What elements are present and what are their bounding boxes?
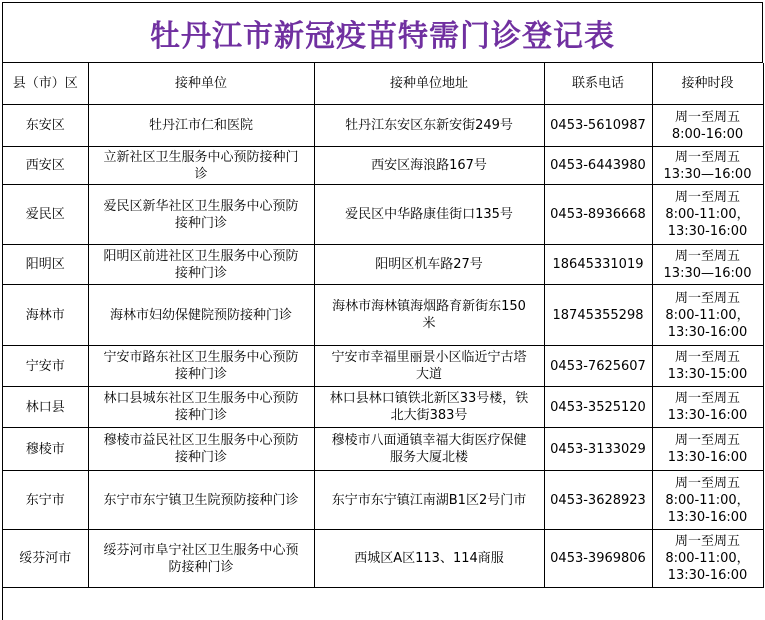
- time-line: 周一至周五: [674, 475, 740, 491]
- table-row: [3, 471, 763, 530]
- time-line: 周一至周五: [674, 190, 740, 205]
- district-cell: 宁安市: [3, 346, 88, 387]
- table-row: [3, 285, 763, 346]
- time-cell: [652, 387, 763, 428]
- registration-sheet: [2, 2, 763, 620]
- district-cell: 穆棱市: [3, 428, 88, 471]
- time-cell: [652, 185, 763, 245]
- time-line: 13:30—16:00: [663, 166, 752, 182]
- time-line: 8:00-11:00，: [665, 492, 750, 508]
- phone-cell: 0453-8936668: [544, 185, 652, 245]
- header-time: 接种时段: [652, 63, 763, 105]
- address-cell: 爱民区中华路康佳街口135号: [314, 185, 544, 245]
- sheet-title: 牡丹江市新冠疫苗特需门诊登记表: [3, 3, 763, 63]
- time-line: 8:00-11:00，: [665, 207, 750, 222]
- unit-cell: 阳明区前进社区卫生服务中心预防接种门诊: [88, 245, 314, 285]
- phone-cell: 0453-6443980: [544, 147, 652, 185]
- phone-cell: 0453-5610987: [544, 105, 652, 147]
- table-row: [3, 346, 763, 387]
- time-cell: [652, 285, 763, 346]
- district-cell: 东宁市: [3, 471, 88, 530]
- address-cell: 东宁市东宁镇江南湖B1区2号门市: [314, 471, 544, 530]
- time-line: 13:30—16:00: [663, 265, 752, 281]
- time-line: 8:00-11:00，: [665, 551, 750, 566]
- phone-cell: 18645331019: [544, 245, 652, 285]
- time-line: 13:30-16:00: [667, 324, 748, 340]
- unit-cell: 立新社区卫生服务中心预防接种门诊: [88, 147, 314, 185]
- time-cell: [652, 428, 763, 471]
- time-line: 周一至周五: [674, 149, 740, 165]
- header-unit: 接种单位: [88, 63, 314, 105]
- time-line: 13:30-16:00: [667, 408, 748, 423]
- district-cell: 西安区: [3, 147, 88, 185]
- table-row: [3, 387, 763, 428]
- phone-cell: 18745355298: [544, 285, 652, 346]
- address-cell: 西安区海浪路167号: [314, 147, 544, 185]
- table-row: [3, 245, 763, 285]
- time-line: 13:30-16:00: [667, 568, 748, 583]
- time-cell: [652, 147, 763, 185]
- address-cell: 穆棱市八面通镇幸福大街医疗保健服务大厦北楼: [314, 428, 544, 471]
- unit-cell: 东宁市东宁镇卫生院预防接种门诊: [88, 471, 314, 530]
- unit-cell: 绥芬河市阜宁社区卫生服务中心预防接种门诊: [88, 530, 314, 588]
- time-cell: [652, 471, 763, 530]
- time-line: 周一至周五: [674, 109, 740, 125]
- district-cell: 东安区: [3, 105, 88, 147]
- time-line: 周一至周五: [674, 290, 740, 306]
- phone-cell: 0453-3525120: [544, 387, 652, 428]
- time-line: 周一至周五: [674, 534, 740, 549]
- time-cell: [652, 245, 763, 285]
- address-cell: 海林市海林镇海烟路育新街东150米: [314, 285, 544, 346]
- header-district: 县（市）区: [3, 63, 88, 105]
- table-row: [3, 105, 763, 147]
- phone-cell: 0453-3969806: [544, 530, 652, 588]
- time-line: 13:30-16:00: [667, 450, 748, 465]
- header-address: 接种单位地址: [314, 63, 544, 105]
- table-row: [3, 428, 763, 471]
- unit-cell: 爱民区新华社区卫生服务中心预防接种门诊: [88, 185, 314, 245]
- time-line: 周一至周五: [674, 248, 740, 264]
- district-cell: 林口县: [3, 387, 88, 428]
- time-line: 8:00-16:00: [671, 126, 744, 142]
- table-row: [3, 530, 763, 588]
- time-line: 周一至周五: [674, 391, 740, 406]
- time-line: 8:00-11:00，: [665, 307, 750, 323]
- phone-cell: 0453-3133029: [544, 428, 652, 471]
- time-cell: [652, 346, 763, 387]
- district-cell: 绥芬河市: [3, 530, 88, 588]
- table-header-row: [3, 63, 763, 105]
- address-cell: 阳明区机车路27号: [314, 245, 544, 285]
- phone-cell: 0453-3628923: [544, 471, 652, 530]
- district-cell: 爱民区: [3, 185, 88, 245]
- time-line: 13:30-15:00: [667, 367, 748, 382]
- address-cell: 西城区A区113、114商服: [314, 530, 544, 588]
- address-cell: 林口县林口镇铁北新区33号楼，铁北大街383号: [314, 387, 544, 428]
- clinic-table: [3, 63, 764, 588]
- unit-cell: 宁安市路东社区卫生服务中心预防接种门诊: [88, 346, 314, 387]
- table-row: [3, 185, 763, 245]
- address-cell: 牡丹江东安区东新安街249号: [314, 105, 544, 147]
- unit-cell: 林口县城东社区卫生服务中心预防接种门诊: [88, 387, 314, 428]
- unit-cell: 海林市妇幼保健院预防接种门诊: [88, 285, 314, 346]
- time-cell: [652, 105, 763, 147]
- time-cell: [652, 530, 763, 588]
- table-row: [3, 147, 763, 185]
- time-line: 13:30-16:00: [667, 224, 748, 239]
- header-phone: 联系电话: [544, 63, 652, 105]
- time-line: 周一至周五: [674, 350, 740, 365]
- district-cell: 海林市: [3, 285, 88, 346]
- time-line: 周一至周五: [674, 433, 740, 448]
- unit-cell: 穆棱市益民社区卫生服务中心预防接种门诊: [88, 428, 314, 471]
- time-line: 13:30-16:00: [667, 509, 748, 525]
- district-cell: 阳明区: [3, 245, 88, 285]
- unit-cell: 牡丹江市仁和医院: [88, 105, 314, 147]
- address-cell: 宁安市幸福里丽景小区临近宁古塔大道: [314, 346, 544, 387]
- phone-cell: 0453-7625607: [544, 346, 652, 387]
